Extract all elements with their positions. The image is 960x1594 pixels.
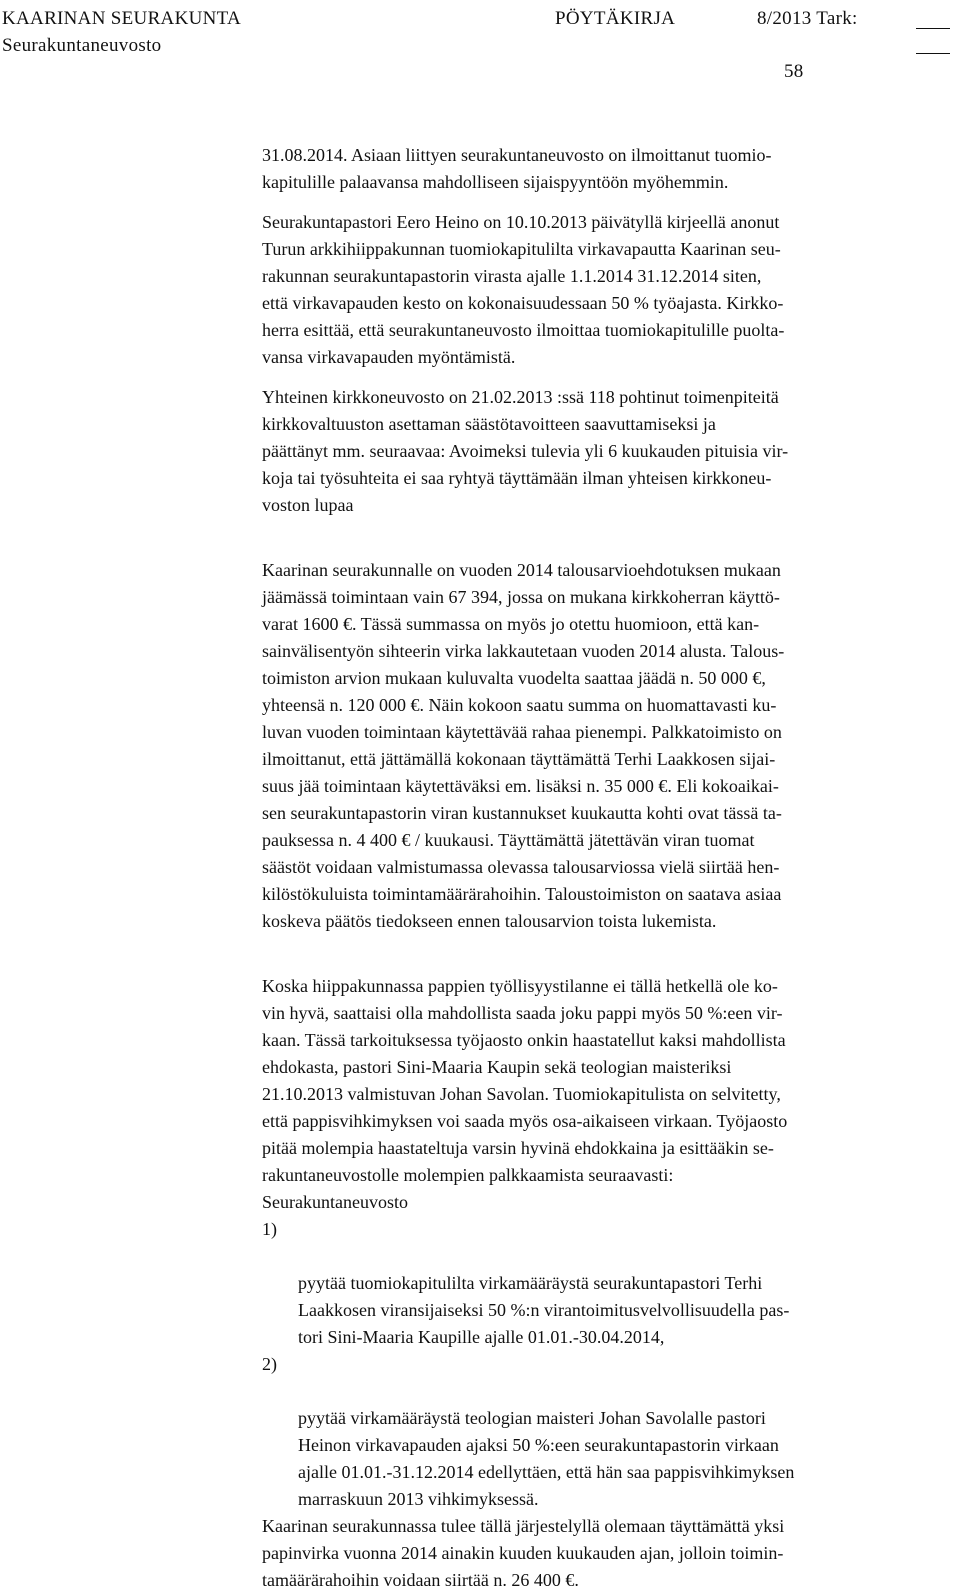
document-body: [262, 142, 954, 1594]
document-type: PÖYTÄKIRJA: [555, 8, 676, 29]
meeting-label: 8/2013 Tark:: [757, 8, 858, 29]
list-item-number: 2): [262, 1354, 277, 1374]
decision-maker: Seurakuntaneuvosto: [262, 1192, 408, 1212]
paragraph: Kaarinan seurakunnassa tulee tällä järjestelyllä olemaan täyttämättä yksi papinvirka vuonna 2014 ainakin kuuden kuukauden ajan, jolloin toimin- tamäärärahoihin voidaan siirtää n. 26 400 €.: [262, 1516, 785, 1590]
organization-name: KAARINAN SEURAKUNTA: [2, 8, 242, 29]
paragraph: Kaarinan seurakunnalle on vuoden 2014 talousarvioehdotuksen mukaan jäämässä toimintaan vain 67 394, jossa on mukana kirkkoherran käyttö- varat 1600 €. Tässä summassa on myös jo otettu huomioon, että kan- sainvälisentyön sihteerin virka lakkautetaan vuoden 2014 alusta. Talous- toimiston arvion mukaan kuluvalta vuodelta saattaa jäädä n. 50 000 €, yhteensä n. 120 000 €. Näin kokoon saatu summa on huomattavasti ku- luvan vuoden toimintaan käytettävää rahaa pienempi. Palkkatoimisto on ilmoittanut, että jättämällä kokonaan täyttämättä Terhi Laakkosen sijai- suus jää toimintaan käytettäväksi em. lisäksi n. 35 000 €. Eli kokoaikai- sen seurakuntapastorin viran kustannukset kuukautta kohti ovat tässä ta- pauksessa n. 4 400 € / kuukausi. Täyttämättä jätettävän viran tuomat säästöt voidaan valmistumassa olevassa talousarviossa vielä siirtää hen- kilöstökuluista toimintamäärärahoihin. Taloustoimiston on saatava asiaa koskeva päätös tiedokseen ennen talousarvion toista lukemista.: [262, 560, 785, 931]
signature-line: [916, 28, 950, 29]
list-item-number: 1): [262, 1219, 277, 1239]
list-item: [262, 1351, 954, 1513]
paragraph: Koska hiippakunnassa pappien työllisyystilanne ei tällä hetkellä ole ko- vin hyvä, saattaisi olla mahdollista saada joku pappi myös 50 %:een vir- kaan. Tässä tarkoituksessa työjaosto onkin haastatellut kaksi mahdollista ehdokasta, pastori Sini-Maaria Kaupin sekä teologian maisteriksi 21.10.2013 valmistuvan Johan Savolan. Tuomiokapitulista on selvitetty, että pappisvihkimyksen voi saada myös osa-aikaiseen virkaan. Työjaosto pitää molempia haastateltuja varsin hyvinä ehdokkaina ja esittääkin se- rakuntaneuvostolle molempien palkkaamista seuraavasti:: [262, 976, 788, 1185]
decision-list: [262, 1216, 954, 1513]
list-item: [262, 1216, 954, 1351]
list-item-text: pyytää virkamääräystä teologian maisteri Johan Savolalle pastori Heinon virkavapauden ajaksi 50 %:een seurakuntapastorin virkaan ajalle 01.01.-31.12.2014 edellyttäen, että hän saa pappisvihkimyksen marraskuun 2013 vihkimyksessä.: [298, 1408, 795, 1509]
list-item-text: pyytää tuomiokapitulilta virkamääräystä seurakuntapastori Terhi Laakkosen viransijaiseksi 50 %:n virantoimitusvelvollisuudella pas- tori Sini-Maaria Kaupille ajalle 01.01.-30.04.2014,: [298, 1273, 790, 1347]
page-number: 58: [784, 61, 804, 82]
paragraph: Yhteinen kirkkoneuvosto on 21.02.2013 :ssä 118 pohtinut toimenpiteitä kirkkovaltuuston asettaman säästötavoitteen saavuttamiseksi ja päättänyt mm. seuraavaa: Avoimeksi tulevia yli 6 kuukauden pituisia vir- koja tai työsuhteita ei saa ryhtyä täyttämään ilman yhteisen kirkkoneu- voston lupaa: [262, 387, 789, 515]
signature-line: [916, 53, 950, 54]
paragraph: 31.08.2014. Asiaan liittyen seurakuntaneuvosto on ilmoittanut tuomio- kapitulille palaavansa mahdolliseen sijaispyyntöön myöhemmin.: [262, 145, 772, 192]
header-top-row: [0, 6, 960, 32]
paragraph: Seurakuntapastori Eero Heino on 10.10.2013 päivätyllä kirjeellä anonut Turun arkkihiippakunnan tuomiokapitulilta virkavapautta Kaarinan seu- rakunnan seurakuntapastorin virasta ajalle 1.1.2014 31.12.2014 siten, että virkavapauden kesto on kokonaisuudessaan 50 % työajasta. Kirkko- herra esittää, että seurakuntaneuvosto ilmoittaa tuomiokapitulille puolta- vansa virkavapauden myöntämistä.: [262, 212, 785, 367]
body-name: Seurakuntaneuvosto: [2, 35, 162, 56]
